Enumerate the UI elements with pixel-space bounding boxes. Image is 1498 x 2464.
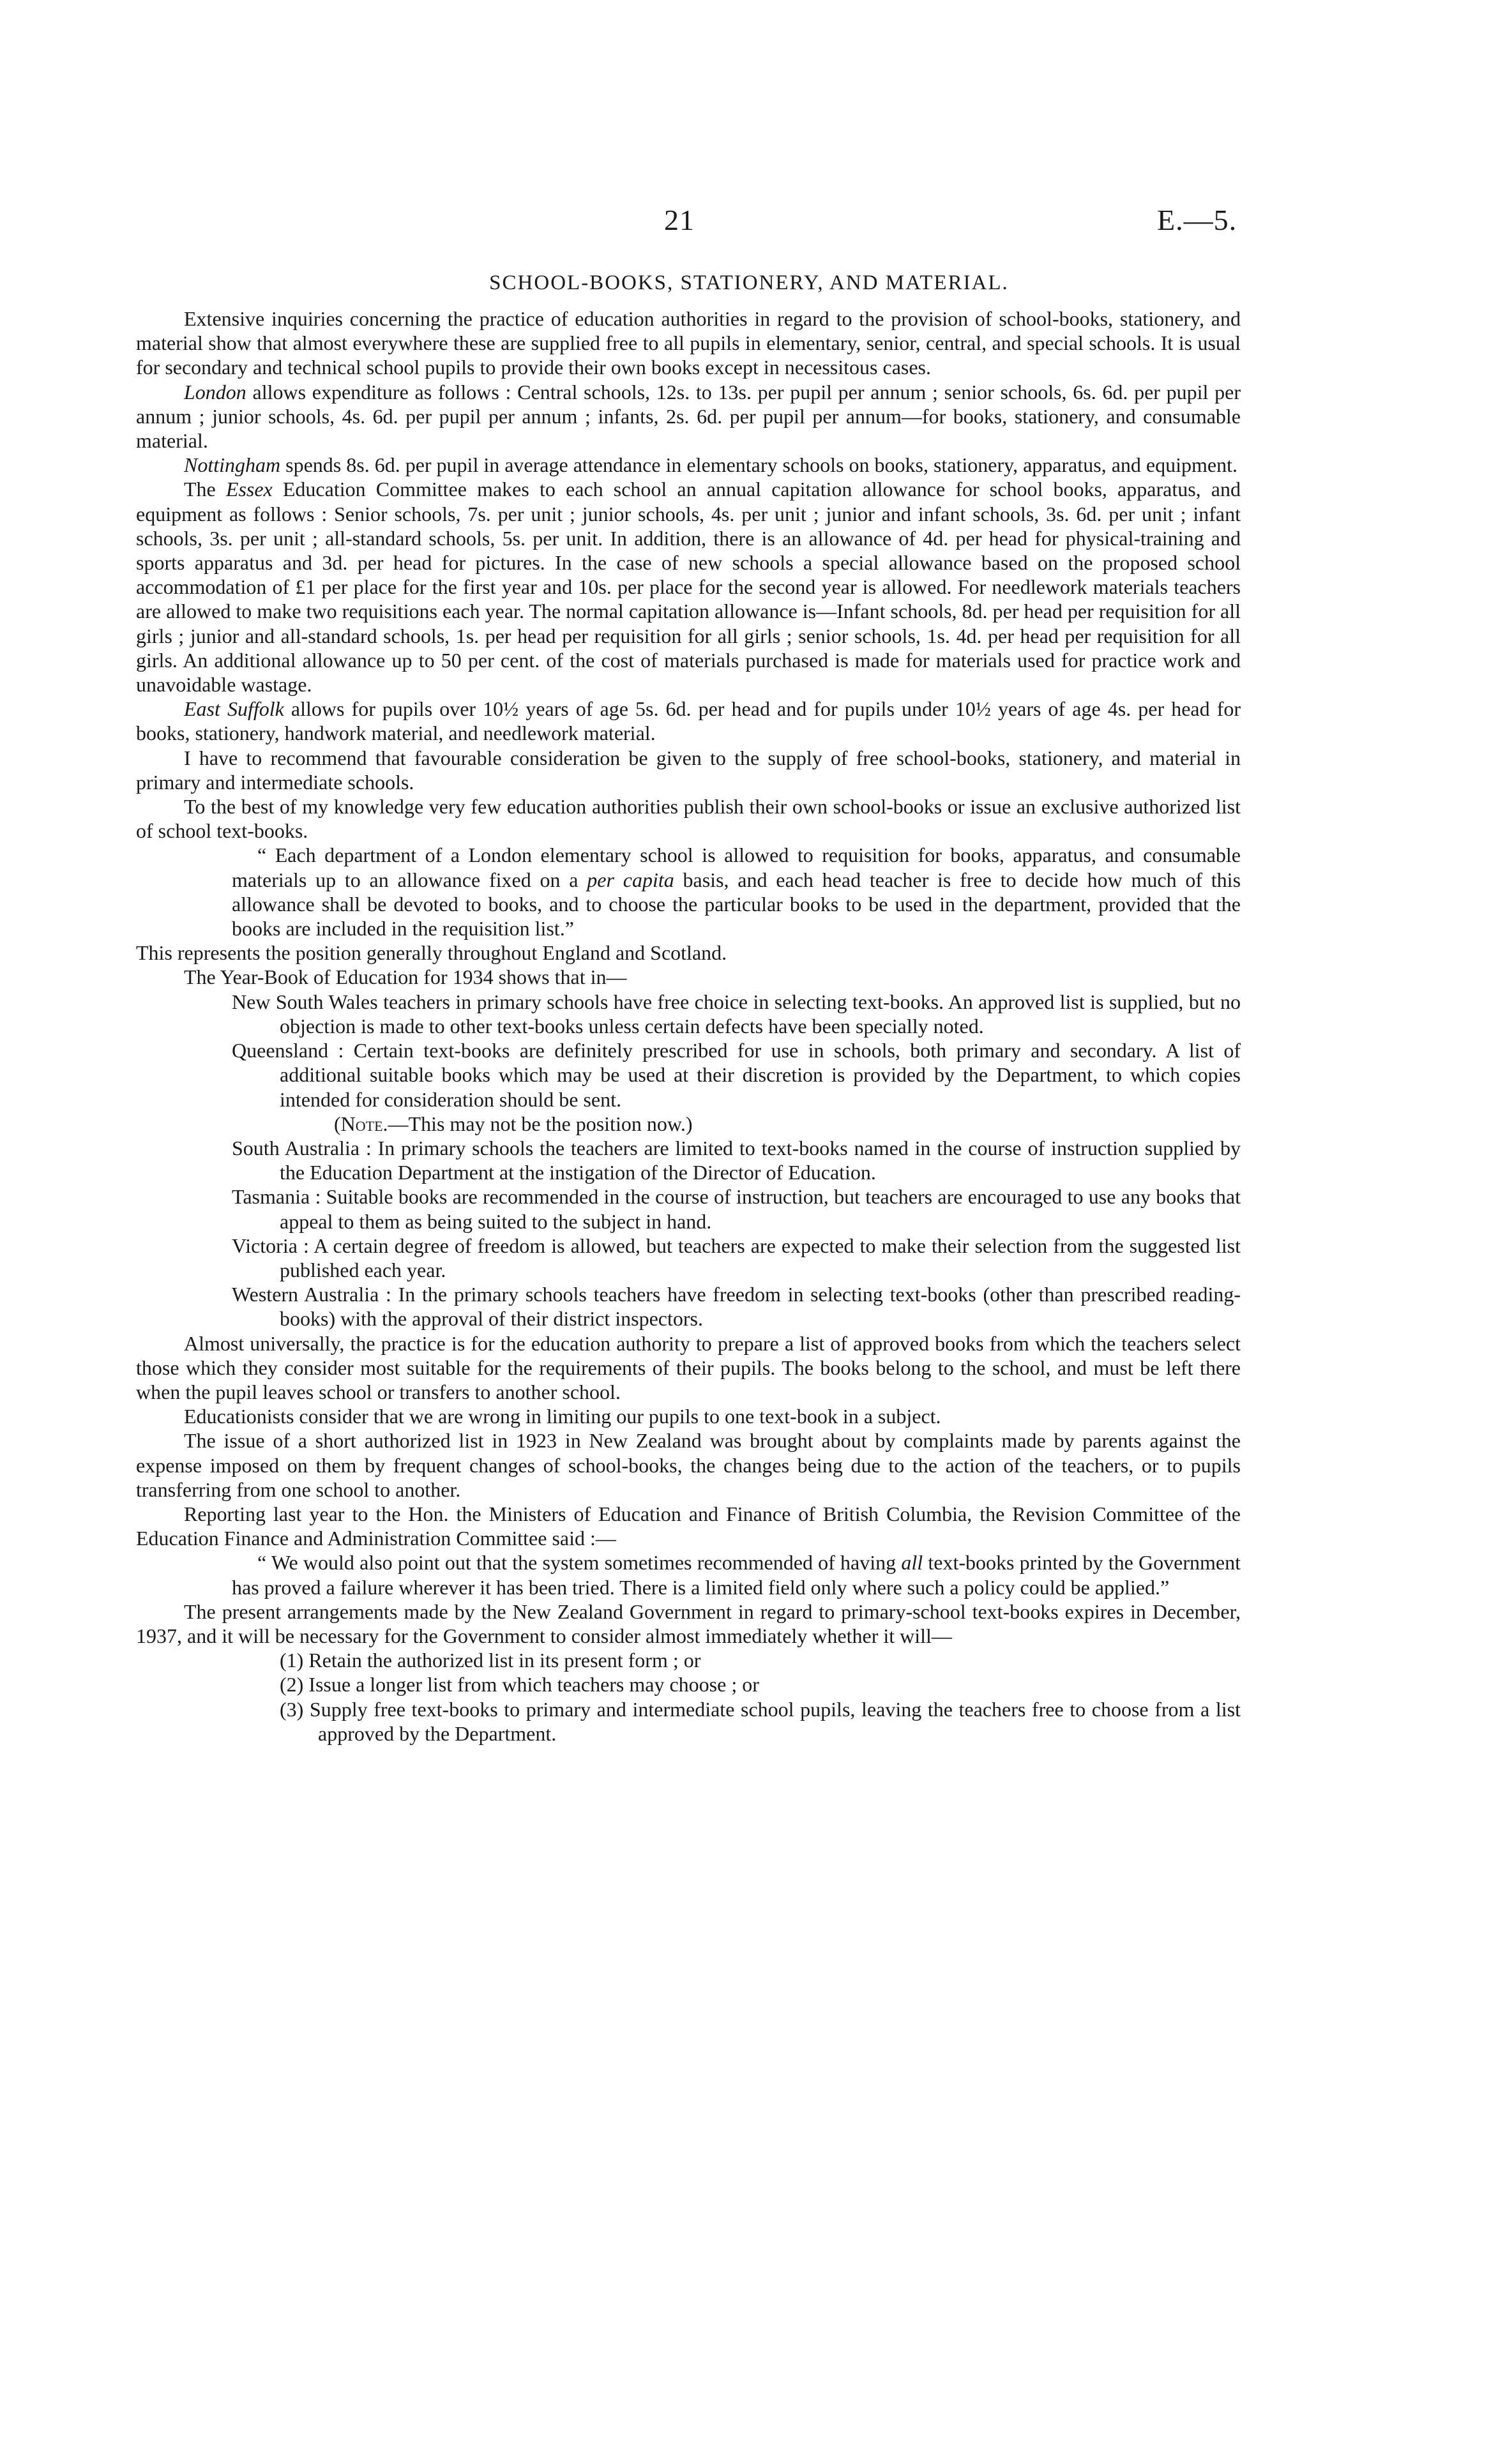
paragraph-text: allows expenditure as follows : Central schools, 12s. to 13s. per pupil per annum ; senior schools, 6s. 6d. per pupil per annum ; junior schools, 4s. 6d. per pupil per annum ; infants, 2s. 6d. per pupil per annum—for books, stationery, and consumable material. xyxy=(136,380,1241,453)
section-title: SCHOOL-BOOKS, STATIONERY, AND MATERIAL. xyxy=(489,271,1009,294)
state-entry-queensland: Queensland : Certain text-books are definitely prescribed for use in schools, both primary and secondary. A list of additional suitable books which may be used at their discretion is provided by the Department, to which copies intended for consideration should be sent. xyxy=(232,1039,1241,1111)
paragraph xyxy=(136,477,1241,697)
body-text xyxy=(136,306,1241,1746)
emphasis: all xyxy=(901,1551,923,1575)
paragraph: The present arrangements made by the New Zealand Government in regard to primary-school text-books expires in December, 1937, and it will be necessary for the Government to consider almost immediately whether it will— xyxy=(136,1599,1241,1647)
state-entry-victoria: Victoria : A certain degree of freedom is allowed, but teachers are expected to make their selection from the suggested list published each year. xyxy=(232,1234,1241,1281)
list-item: (2) Issue a longer list from which teachers may choose ; or xyxy=(280,1673,759,1697)
paragraph: The issue of a short authorized list in 1923 in New Zealand was brought about by complaints made by parents against the expense imposed on them by frequent changes of school-books, the changes being due to the action of the teachers, or to pupils transferring from one school to another. xyxy=(136,1429,1241,1501)
paragraph xyxy=(136,380,1241,453)
paragraph xyxy=(136,453,1241,477)
block-quote: “ We would also point out that the system sometimes recommended of having all text-books printed by the Government has proved a failure wherever it has been tried. There is a limited field only where such a policy could be applied.” xyxy=(232,1551,1241,1599)
place-name: Nottingham xyxy=(184,453,281,477)
paragraph: Educationists consider that we are wrong in limiting our pupils to one text-book in a subject. xyxy=(184,1405,941,1428)
page-number: 21 xyxy=(664,204,695,236)
state-entry-western-australia: Western Australia : In the primary schools teachers have freedom in selecting text-books (other than prescribed reading-books) with the approval of their district inspectors. xyxy=(232,1283,1241,1331)
note-label: Note xyxy=(340,1112,383,1135)
note: (Note.—This may not be the position now.) xyxy=(334,1112,693,1135)
paragraph: This represents the position generally throughout England and Scotland. xyxy=(136,941,727,965)
emphasis: per capita xyxy=(587,868,674,891)
paragraph: Extensive inquiries concerning the practice of education authorities in regard to the provision of school-books, stationery, and material show that almost everywhere these are supplied free to all pupils in elementary, senior, central, and special schools. It is usual for secondary and technical school pupils to provide their own books except in necessitous cases. xyxy=(136,307,1241,379)
place-name: East Suffolk xyxy=(184,697,284,721)
paragraph: I have to recommend that favourable consideration be given to the supply of free school-books, stationery, and material in primary and intermediate schools. xyxy=(136,746,1241,794)
state-entry-nsw: New South Wales teachers in primary schools have free choice in selecting text-books. An approved list is supplied, but no objection is made to other text-books unless certain defects have been specially noted. xyxy=(232,990,1241,1038)
paragraph: Reporting last year to the Hon. the Ministers of Education and Finance of British Columbia, the Revision Committee of the Education Finance and Administration Committee said :— xyxy=(136,1502,1241,1550)
place-name: London xyxy=(184,380,246,404)
list-item: (1) Retain the authorized list in its present form ; or xyxy=(280,1649,701,1672)
list-item: (3) Supply free text-books to primary and intermediate school pupils, leaving the teachers free to choose from a list approved by the Department. xyxy=(280,1697,1241,1745)
state-entry-tasmania: Tasmania : Suitable books are recommended in the course of instruction, but teachers are encouraged to use any books that appeal to them as being suited to the subject in hand. xyxy=(232,1185,1241,1233)
place-name: Essex xyxy=(225,478,273,501)
paragraph: The Year-Book of Education for 1934 shows that in— xyxy=(184,965,627,989)
paragraph-text: Education Committee makes to each school an annual capitation allowance for school books, apparatus, and equipment as follows : Senior schools, 7s. per unit ; junior schools, 4s. per unit ; junior and infant schools, 3s. 6d. per unit ; infant schools, 3s. per unit ; all-standard schools, 5s. per unit. In addition, there is an allowance of 4d. per head for physical-training and sports apparatus and 3d. per head for pictures. In the case of new schools a special allowance based on the proposed school accommodation of £1 per place for the first year and 10s. per place for the second year is allowed. For needlework materials teachers are allowed to make two requisitions each year. The normal capitation allowance is—Infant schools, 8d. per head per requisition for all girls ; junior and all-standard schools, 1s. per head per requisition for all girls ; senior schools, 1s. 4d. per head per requisition for all girls. An additional allowance up to 50 per cent. of the cost of materials purchased is made for materials used for practice work and unavoidable wastage. xyxy=(136,478,1241,697)
document-reference: E.—5. xyxy=(1157,204,1237,236)
paragraph: Almost universally, the practice is for the education authority to prepare a list of approved books from which the teachers select those which they consider most suitable for the requirements of their pupils. The books belong to the school, and must be left there when the pupil leaves school or transfers to another school. xyxy=(136,1331,1241,1403)
paragraph: To the best of my knowledge very few education authorities publish their own school-books or issue an exclusive authorized list of school text-books. xyxy=(136,795,1241,843)
paragraph-text: allows for pupils over 10½ years of age 5s. 6d. per head and for pupils under 10½ years of age 4s. per head for books, stationery, handwork material, and needlework material. xyxy=(136,697,1241,745)
state-entry-south-australia: South Australia : In primary schools the teachers are limited to text-books named in the course of instruction supplied by the Education Department at the instigation of the Director of Education. xyxy=(232,1136,1241,1184)
paragraph-text: spends 8s. 6d. per pupil in average attendance in elementary schools on books, stationery, apparatus, and equipment. xyxy=(280,453,1237,477)
block-quote: “ Each department of a London elementary school is allowed to requisition for books, apparatus, and consumable materials up to an allowance fixed on a per capita basis, and each head teacher is free to decide how much of this allowance shall be devoted to books, and to choose the particular books to be used in the department, provided that the books are included in the requisition list.” xyxy=(232,843,1241,941)
paragraph xyxy=(136,697,1241,745)
paragraph-text: The xyxy=(184,478,226,501)
